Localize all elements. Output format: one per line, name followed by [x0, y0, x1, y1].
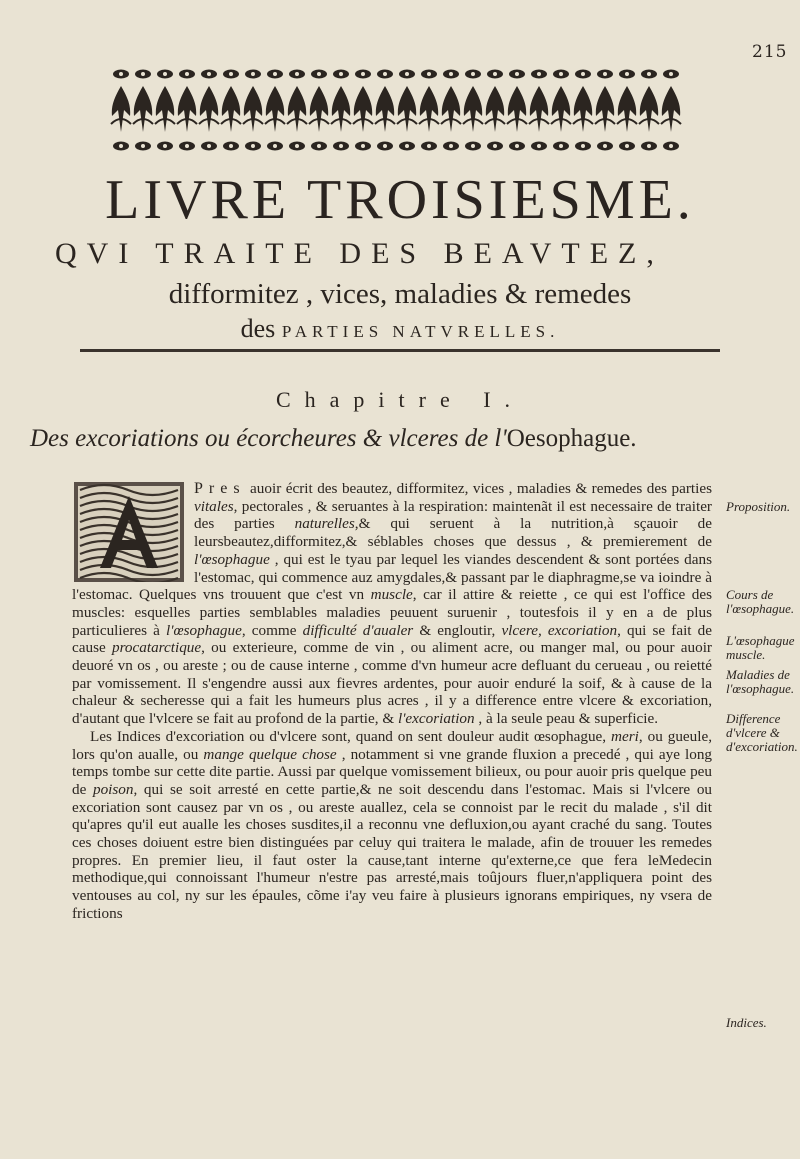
chapter-title-italic: Des excoriations ou écorcheures & vlceres de l': [30, 425, 507, 452]
margin-note-proposition: Proposition.: [726, 499, 791, 514]
subtitle-line-2: difformitez , vices, maladies & remedes: [168, 278, 632, 310]
subtitle-line-3: [0, 314, 800, 344]
fleuron-band-icon: [110, 66, 688, 156]
margin-note-maladies: Maladies de l'œsophague.: [726, 667, 795, 696]
paragraph-2: Les Indices d'excoriation ou d'vlcere sont, quand on sent douleur audit œsophague, meri, ou gueule, lors qu'on aualle, ou mange quelque chose , notamment si vne grande fluxion a precedé , qui aye long temps tombe sur cette dite partie. Aussi par quelque vomissement bilieux, ou pour auoir pris quelque peu de poison, qui se soit arresté en cette partie,& ne soit descendu dans l'estomac. Mais si l'vlcere ou excoriation sont causez par vn os , ou areste auallez, cela se connoist par le recit du malade , s'il dit qu'apres qu'il eut aualle les choses susdites,il a reconnu vne defluxion,ou ayant craché du sang. Toutes ces choses doiuent estre bien distinguées par celuy qui traitera le malade, afin de trouuer les remedes propres. En premier lieu, il faut oster la cause,tant interne qu'externe,ce que fera leMedecin methodique,qui connoissant l'humeur n'estre pas arresté,mais toûjours fluer,n'appliquera point des ventouses au col, ny sur les épaules, cõme i'ay veu faire à plusieurs ignorans empiriques, ny vsera de frictions: [72, 727, 713, 922]
book-title: LIVRE TROISIESME.: [105, 169, 695, 231]
body-text: [72, 480, 712, 923]
margin-note-difference: Difference d'vlcere & d'excoriation.: [726, 711, 798, 754]
subtitle-line-1: QVI TRAITE DES BEAVTEZ,: [55, 237, 664, 270]
margin-note-muscle: L'œsophague muscle.: [726, 633, 795, 662]
subtitle-line-3-prefix: des: [240, 314, 276, 343]
chapter-heading: Chapitre I.: [275, 387, 525, 412]
page-number: 215: [752, 42, 788, 62]
chapter-title-roman: Oesophague.: [506, 425, 637, 452]
margin-note-indices: Indices.: [726, 1015, 767, 1030]
chapter-title: [30, 425, 790, 453]
subtitle-line-3-caps: PARTIES NATVRELLES.: [281, 322, 560, 341]
margin-note-cours: Cours de l'œsophague.: [726, 587, 795, 616]
paragraph-1: Pres auoir écrit des beautez, difformitez, vices , maladies & remedes des parties vitales, pectorales , & seruantes à la respiration: maintenãt il est necessaire de traiter des parties naturelles,& qui seruent à la nutrition,à sçauoir de leursbeautez,difformitez,& séblables choses que dessus , & premierement de l'œsophague , qui est le tyau par lequel les viandes descendent & sont portées dans l'estomac, qui commence auz amygdales,& passant par le diaphragme,se va ioindre à l'estomac. Quelques vns trouuent que c'est vn muscle, car il attire & reiette , ce qui est l'office des muscles: esquelles parties semblables maladies peuuent suruenir , toutesfois il y en a de plus particulieres à l'œsophague, comme difficulté d'aualer & engloutir, vlcere, excoriation, qui se fait de cause procatarctique, ou exterieure, comme de vin , ou aliment acre, ou manger mal, ou pour auoir deuoré vn os , ou areste ; ou de cause interne , comme d'vn humeur acre defluant du cerueau , ou reietté par vomissement. Il s'engendre aussi aux fievres ardentes, pour auoir enduré la soif, & à cause de la chaleur & secheresse qui a fait les humeurs plus acres , il y a difference entre vlcere & excoriation, d'autant que l'vlcere se fait au profond de la partie, & l'excoriation , à la seule peau & superficie.: [72, 480, 712, 728]
divider-rule: [80, 349, 720, 352]
